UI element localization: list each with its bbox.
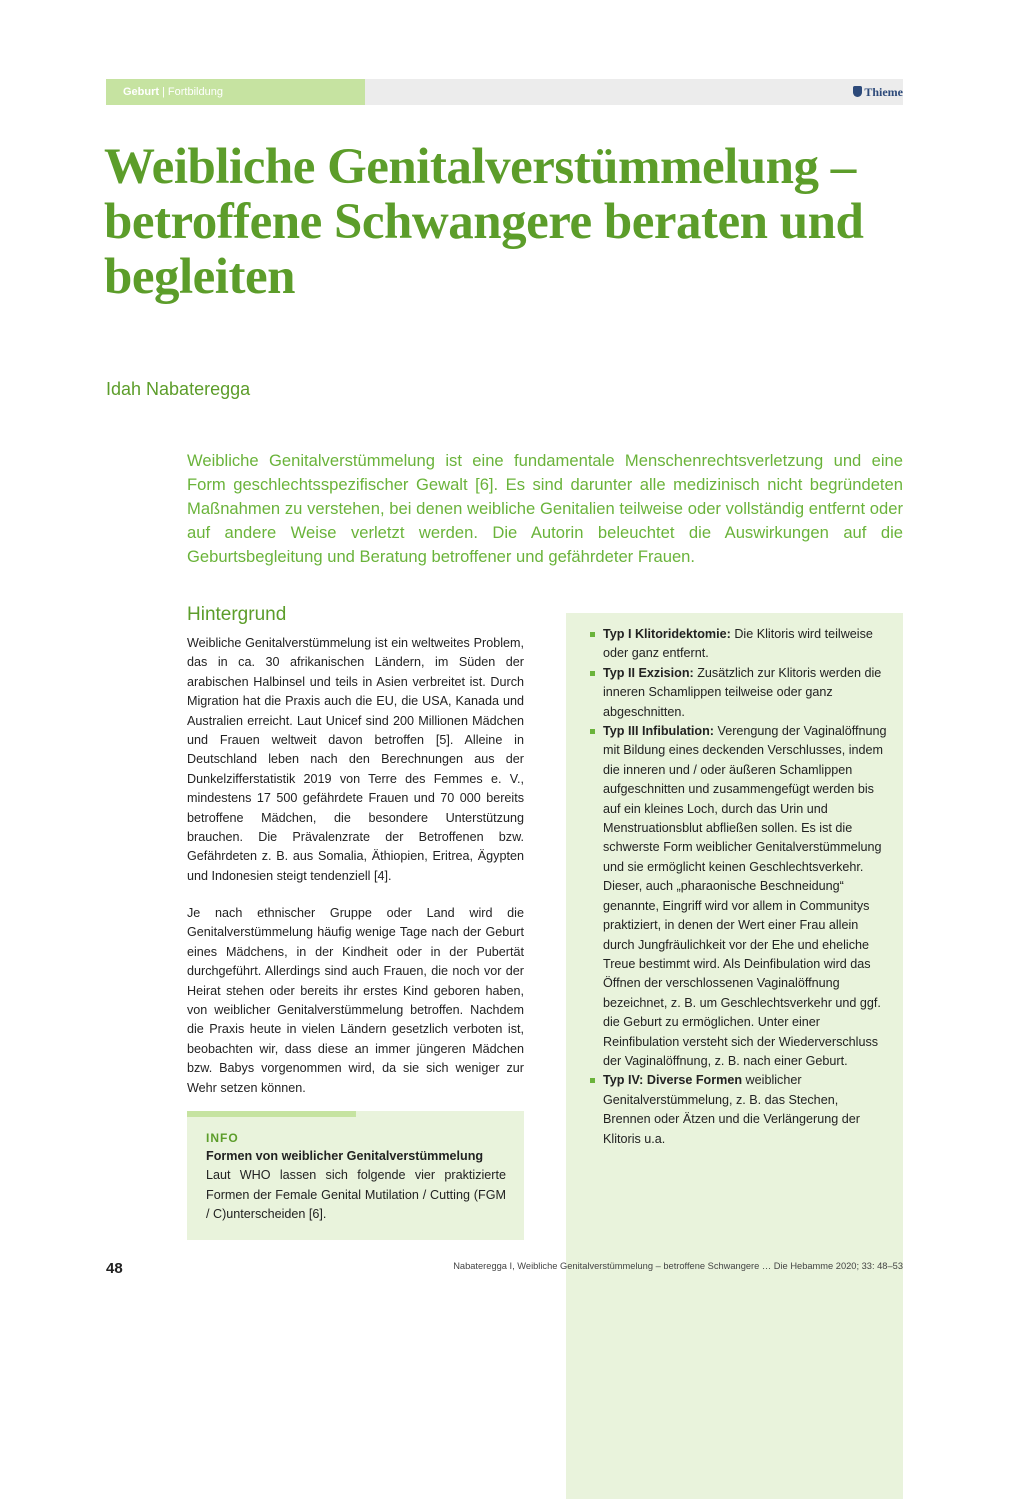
section-separator: |	[162, 86, 165, 98]
article-title: Weibliche Genitalverstümmelung – betroffene Schwangere beraten und begleiten	[104, 139, 864, 305]
info-label: INFO	[206, 1131, 239, 1145]
article-author: Idah Nabateregga	[106, 379, 251, 399]
info-text: Laut WHO lassen sich folgende vier praktizierte Formen der Female Genital Mutilation / Cutting (FGM / C)unterscheiden [6].	[206, 1168, 506, 1221]
section-name: Geburt	[123, 86, 160, 98]
list-item	[603, 625, 889, 664]
type-description: Zusätzlich zur Klitoris werden die inneren Schamlippen teilweise oder ganz abgeschnitten.	[603, 665, 882, 719]
list-item	[603, 1071, 889, 1149]
article-abstract: Weibliche Genitalverstümmelung ist eine fundamentale Menschenrechtsverletzung und eine Form geschlechtsspezifischer Gewalt [6]. Es sind darunter alle medizinisch nicht begründeten Maßnahmen zu verstehen, bei denen weibliche Genitalien teilweise oder vollständig entfernt oder auf andere Weise verletzt werden. Die Autorin beleuchtet die Auswirkungen auf die Geburtsbegleitung und Beratung betroffener und gefährdeter Frauen.	[187, 451, 903, 566]
category-name: Fortbildung	[167, 86, 223, 98]
section-heading: Hintergrund	[187, 604, 287, 625]
section-tag	[106, 79, 365, 105]
publisher-logo	[853, 79, 903, 105]
fgm-types-list	[603, 625, 889, 1149]
footer-citation: Nabateregga I, Weibliche Genitalverstümmelung – betroffene Schwangere … Die Hebamme 2020; 33: 48–53	[453, 1261, 903, 1271]
fgm-types-box	[566, 613, 903, 1499]
type-description: Verengung der Vaginalöffnung mit Bildung eines deckenden Verschlusses, indem die inneren und / oder äußeren Schamlippen aufgeschnitten und zusammengefügt werden bis auf ein kleines Loch, durch das Urin und Menstruationsblut abfließen sollen. Es ist die schwerste Form weiblicher Genitalverstümmelung und sie ermöglicht keinen Geschlechtsverkehr. Dieser, auch „pharaonische Beschneidung“ genannte, Eingriff wird vor allem in Communitys praktiziert, in denen der Wert einer Frau allein durch Jungfräulichkeit vor der Ehe und eheliche Treue bestimmt wird. Als Deinfibulation wird das Öffnen der verschlossenen Vaginalöffnung bezeichnet, z. B. um Geschlechtsverkehr und ggf. die Geburt zu ermöglichen. Unter einer Reinfibulation versteht sich der Wiederverschluss der Vaginalöffnung, z. B. nach einer Geburt.	[603, 724, 887, 1068]
info-title: Formen von weiblicher Genitalverstümmelung	[206, 1149, 484, 1163]
page-number: 48	[106, 1260, 123, 1277]
thieme-logo-icon	[853, 86, 862, 97]
list-item	[603, 722, 889, 1071]
body-paragraph: Je nach ethnischer Gruppe oder Land wird die Genitalverstümmelung häufig wenige Tage nach der Geburt eines Mädchens, in der Kindheit oder in der Pubertät durchgeführt. Allerdings sind auch Frauen, die noch vor der Heirat stehen oder bereits ihr erstes Kind geboren haben, von weiblicher Genitalverstümmelung betroffen. Nachdem die Praxis heute in vielen Ländern gesetzlich verboten ist, beobachten wir, dass diese an immer jüngeren Mädchen bzw. Babys vorgenommen wird, da sie sich weniger zur Wehr setzen können.	[187, 906, 524, 1095]
type-description: Die Klitoris wird teilweise oder ganz entfernt.	[603, 627, 873, 661]
publisher-name: Thieme	[864, 85, 903, 99]
type-term: Typ I Klitoridektomie:	[603, 627, 731, 641]
type-term: Typ IV: Diverse Formen	[603, 1073, 743, 1088]
type-description: weiblicher Genitalverstümmelung, z. B. das Stechen, Brennen oder Ätzen und die Verlängerung der Klitoris u.a.	[603, 1073, 860, 1146]
list-item	[603, 664, 889, 722]
type-term: Typ III Infibulation:	[603, 724, 714, 739]
body-paragraph: Weibliche Genitalverstümmelung ist ein weltweites Problem, das in ca. 30 afrikanischen Ländern, im Süden der arabischen Halbinsel und teils in Asien verbreitet ist. Durch Migration hat die Praxis auch die EU, die USA, Kanada und Australien erreicht. Laut Unicef sind 200 Millionen Mädchen und Frauen weltweit davon betroffen [5]. Alleine in Deutschland leben nach den Berechnungen aus der Dunkelzifferstatistik 2019 von Terre des Femmes e. V., mindestens 17 500 gefährdete Frauen und 70 000 bereits betroffene Mädchen, die besondere Unterstützung brauchen. Die Prävalenzrate der Betroffenen bzw. Gefährdeten z. B. aus Somalia, Äthiopien, Eritrea, Ägypten und Indonesien steigt tendenziell [4].	[187, 636, 524, 883]
info-box-rule	[187, 1111, 356, 1117]
type-term: Typ II Exzision:	[603, 665, 694, 680]
info-box	[187, 1111, 524, 1240]
